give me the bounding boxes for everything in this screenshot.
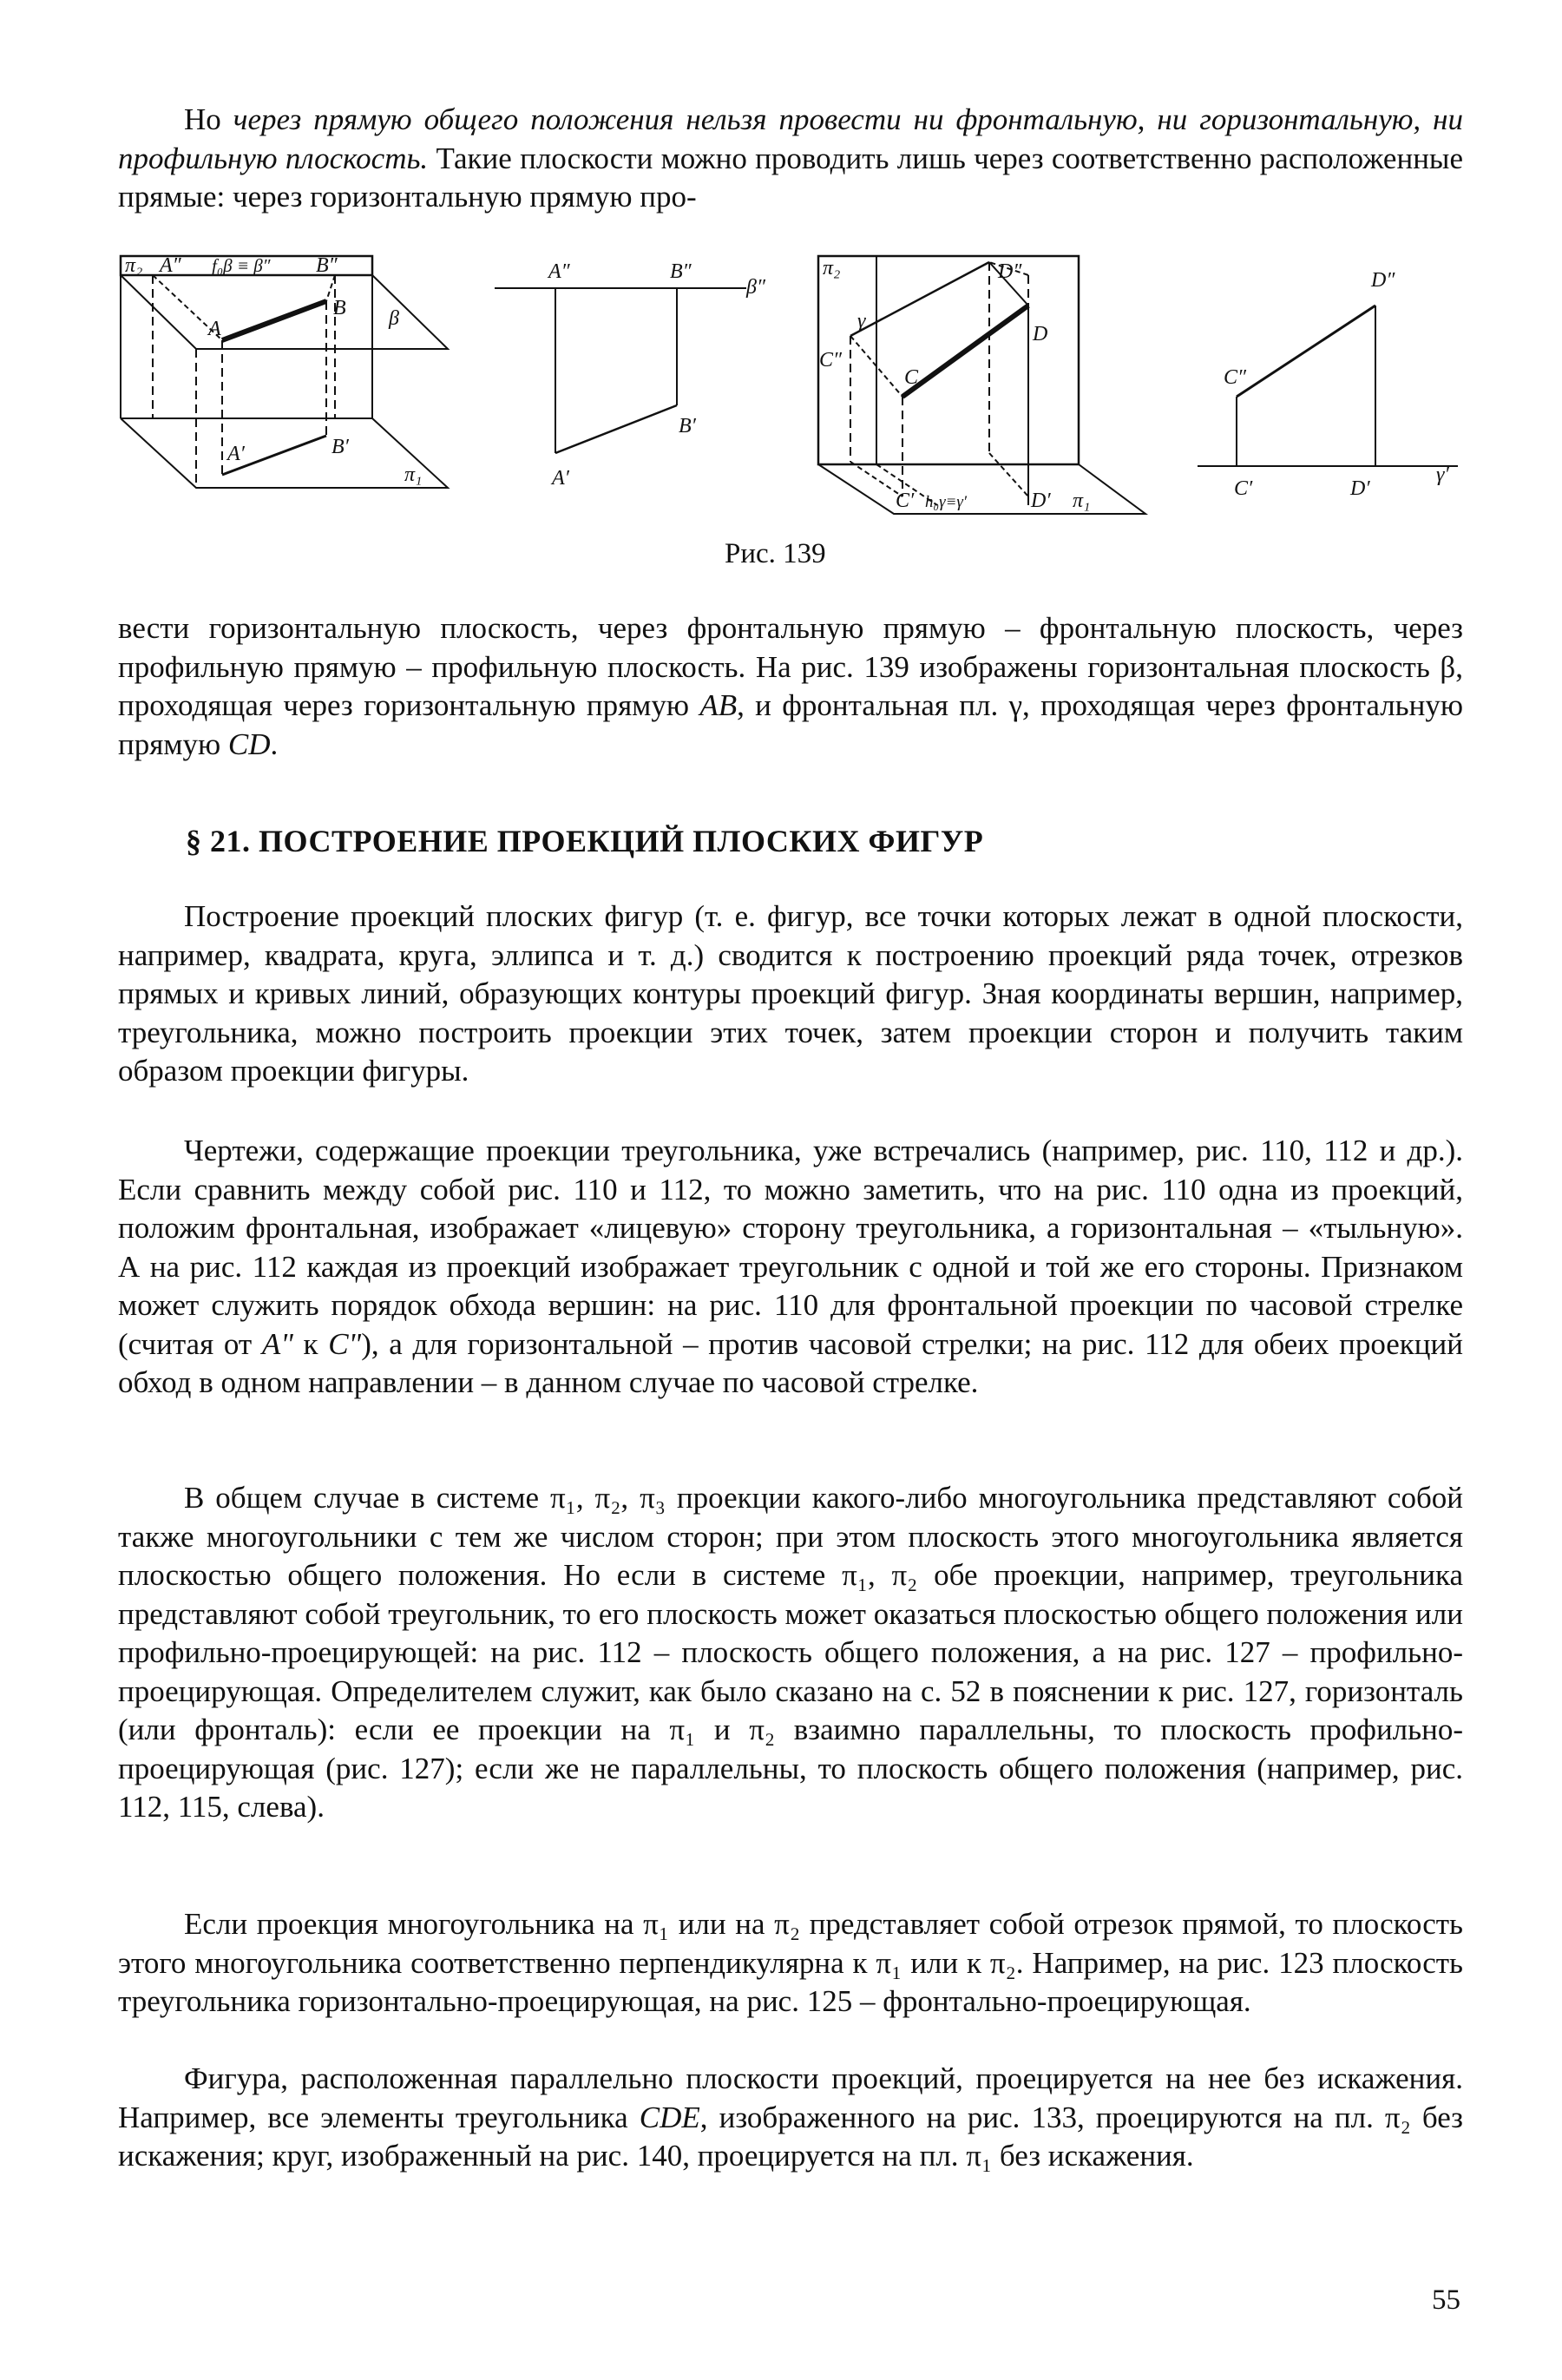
fig2-a2-label: A″ <box>548 260 570 283</box>
after-figure-text-a: вести горизонтальную плоскость, через фронтальную прямую – фронтальную плоскость, через профильную прямую – профильную плоскость. На рис. 139 изображены горизонтальная плоскость β, проходящая через горизонтальную прямую <box>118 611 1463 722</box>
paragraph-4: Если проекция многоугольника на π₁ или на π₂ представляет собой отрезок прямой, то плоскость этого многоугольника соответственно перпендикулярна к π₁ или к π₂. Например, на рис. 123 плоскость треугольника горизонтально-проецирующая, на рис. 125 – фронтально-проецирующая. <box>118 1907 1463 2018</box>
intro-text-italic: через прямую общего положения нельзя провести ни фронтальную, ни горизонтальную, ни профильную плоскость. <box>118 102 1464 175</box>
intro-paragraph <box>118 101 1463 217</box>
fig1-pi1-label: π₁ <box>404 464 423 486</box>
section-heading: § 21. ПОСТРОЕНИЕ ПРОЕКЦИЙ ПЛОСКИХ ФИГУР <box>186 824 984 858</box>
paragraph-2-k: к <box>292 1326 329 1361</box>
page-number: 55 <box>1432 2285 1460 2316</box>
fig2-b1-label: B′ <box>679 415 696 437</box>
paragraph-2 <box>118 1132 1463 1403</box>
fig1-pi2-label: π₂ <box>125 254 143 277</box>
fig1-b2-label: B″ <box>316 254 338 277</box>
fig1-beta-label: β <box>389 307 399 330</box>
fig2-a1-label: A′ <box>552 467 569 490</box>
after-figure-paragraph <box>118 609 1463 764</box>
paragraph-2-a2: A" <box>261 1326 293 1361</box>
fig1-b1-label: B′ <box>331 436 349 458</box>
figure-139-frontal-plane-3d <box>816 253 1154 523</box>
fig3-pi1-label: π₁ <box>1073 490 1091 512</box>
paragraph-5-text-b: , изображенного на рис. 133, проецируются на пл. π₂ без искажения; круг, изображенный на рис. 140, проецируется на пл. π₁ без искажения. <box>118 2100 1463 2173</box>
after-figure-text-b: , и фронтальная пл. γ, проходящая через фронтальную прямую <box>118 688 1463 761</box>
figure-139-cd-projections <box>1189 253 1475 496</box>
paragraph-2-c2: C" <box>328 1326 362 1361</box>
paragraph-3: В общем случае в системе π₁, π₂, π₃ проекции какого-либо многоугольника представляют собой также многоугольники с тем же числом сторон; при этом плоскость этого многоугольника является плоскостью общего положения. Но если в системе π₁, π₂ обе проекции, например, треугольника представляют собой треугольник, то его плоскость может оказаться плоскостью общего положения или профильно-проецирующей: на рис. 112 – плоскость общего положения, а на рис. 127 – профильно-проецирующая. Определителем служит, как было сказано на с. 52 в пояснении к рис. 127, горизонталь (или фронталь): если ее проекции на π₁ и π₂ взаимно параллельны, то плоскость профильно-проецирующая (рис. 127); если же не параллельны, то плоскость общего положения (например, рис. 112, 115, слева). <box>118 1481 1463 1824</box>
fig1-a-label: A <box>208 318 221 340</box>
paragraph-2-text-b: ), а для горизонтальной – против часовой стрелки; на рис. 112 для обеих проекций обход в одном направлении – в данном случае по часовой стрелке. <box>118 1326 1463 1399</box>
fig3-gamma-label: γ <box>857 310 866 332</box>
paragraph-1: Построение проекций плоских фигур (т. е. фигур, все точки которых лежат в одной плоскости, например, квадрата, круга, эллипса и т. д.) сводится к построению проекций ряда точек, отрезков прямых и кривых линий, образующих контуры проекций фигур. Зная координаты вершин, например, треугольника, можно построить проекции этих точек, затем проекции сторон и получить таким образом проекции фигуры. <box>118 899 1463 1088</box>
intro-text-c: Такие плоскости можно проводить лишь через соответственно расположенные прямые: через горизонтальную прямую про- <box>118 141 1463 214</box>
fig1-b-label: B <box>333 297 346 319</box>
fig3-d-label: D <box>1033 323 1048 345</box>
fig3-h0g-label: h₀γ≡γ′ <box>925 493 968 511</box>
figure-139-horizontal-plane-3d <box>118 253 456 514</box>
fig3-c1-label: C′ <box>896 490 915 512</box>
figure-139-ab-projections <box>486 253 781 496</box>
fig2-beta2-label: β″ <box>746 276 765 299</box>
fig4-c1-label: C′ <box>1234 477 1253 496</box>
fig3-pi2-label: π₂ <box>823 257 841 279</box>
after-figure-text-c: . <box>270 726 279 761</box>
figure-caption: Рис. 139 <box>725 538 826 569</box>
intro-text-a: Но <box>184 102 233 136</box>
after-figure-cd: CD <box>227 726 271 761</box>
fig3-c-label: C <box>904 366 919 389</box>
paragraph-5-cde: CDE <box>639 2100 700 2134</box>
fig3-c2-label: C″ <box>819 349 843 371</box>
paragraph-2-text-a: Чертежи, содержащие проекции треугольника, уже встречались (например, рис. 110, 112 и др.). Если сравнить между собой рис. 110 и 112, то можно заметить, что на рис. 110 одна из проекций, положим фронтальная, изображает «лицевую» сторону треугольника, а горизонтальная – «тыльную». А на рис. 112 каждая из проекций изображает треугольник с одной и той же его стороны. Признаком может служить порядок обхода вершин: на рис. 110 для фронтальной проекции по часовой стрелке (считая от <box>118 1134 1463 1361</box>
fig1-a2-label: A″ <box>160 254 181 277</box>
fig3-d2-label: D″ <box>998 260 1022 283</box>
fig1-f0b-label: f₀β ≡ β″ <box>212 255 271 276</box>
after-figure-ab: AB <box>699 688 738 722</box>
paragraph-5 <box>118 2060 1463 2176</box>
fig4-d2-label: D″ <box>1371 269 1395 292</box>
fig4-c2-label: C″ <box>1224 366 1247 389</box>
fig4-gamma1-label: γ′ <box>1436 464 1449 486</box>
paragraph-5-text-a: Фигура, расположенная параллельно плоскости проекций, проецируется на нее без искажения. Например, все элементы треугольника <box>118 2061 1463 2134</box>
fig1-a1-label: A′ <box>227 443 245 465</box>
fig4-d1-label: D′ <box>1350 477 1370 496</box>
fig3-d1-label: D′ <box>1031 490 1051 512</box>
fig2-b2-label: B″ <box>670 260 692 283</box>
